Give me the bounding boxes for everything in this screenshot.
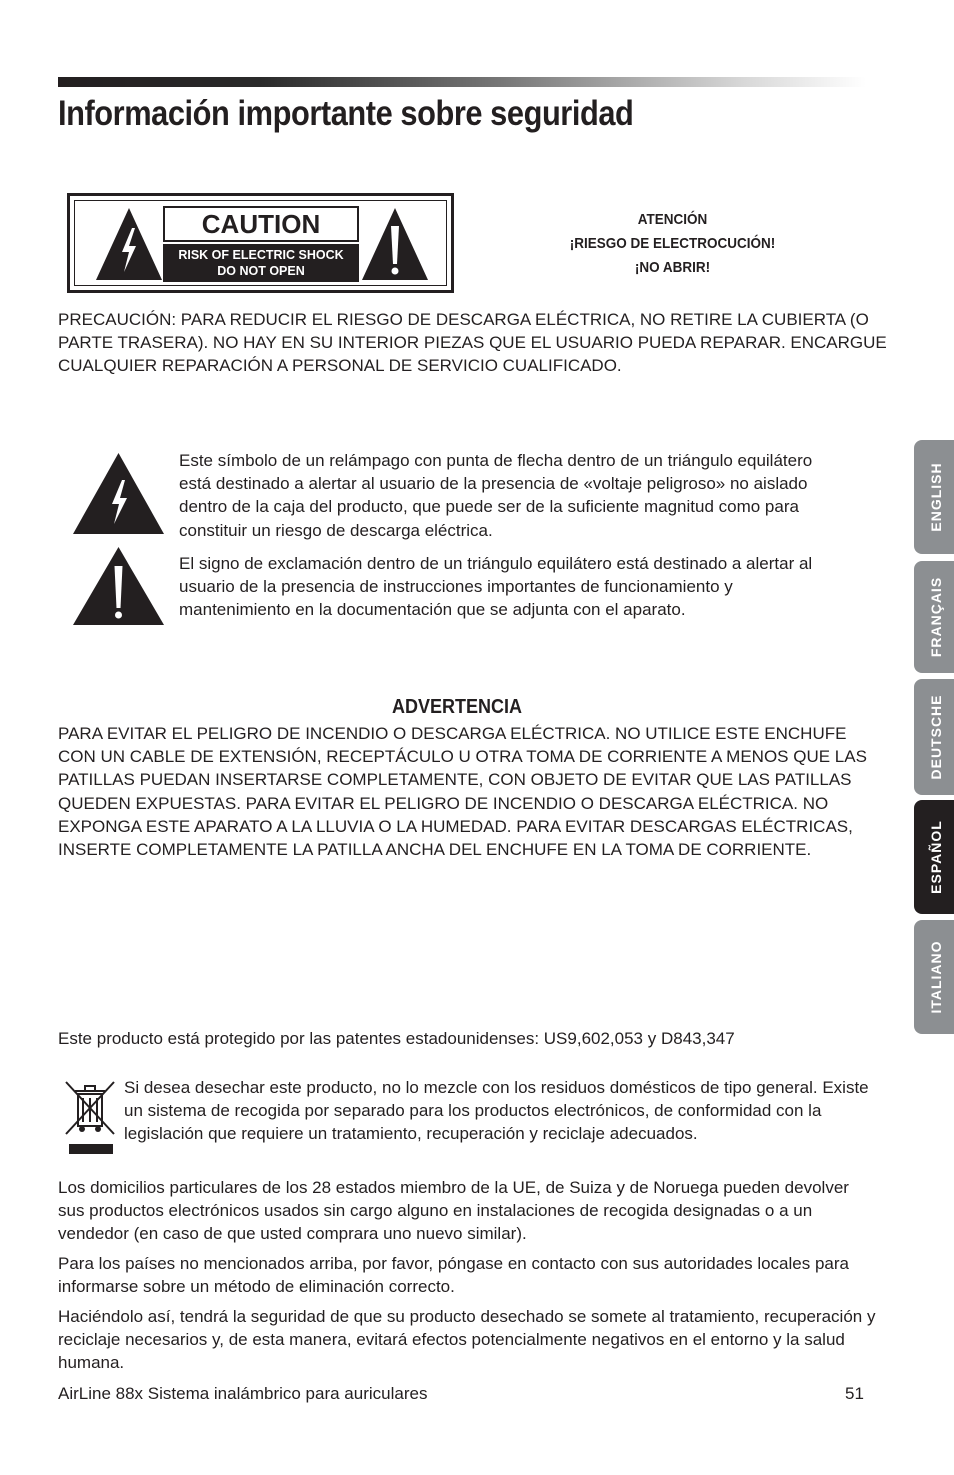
precaucion-text: PRECAUCIÓN: PARA REDUCIR EL RIESGO DE DESCARGA ELÉCTRICA, NO RETIRE LA CUBIERTA (O PARTE TRASERA). NO HAY EN SU INTERIOR PIEZAS QUE EL USUARIO PUEDA REPARAR. ENCARGUE CUALQUIER REPARACIÓN A PERSONAL DE SERVICIO CUALIFICADO. xyxy=(58,310,887,376)
advertencia-heading: ADVERTENCIA xyxy=(392,696,523,718)
page-number: 51 xyxy=(845,1384,864,1403)
exclamation-warning-icon xyxy=(360,206,430,282)
lightning-symbol-description: Este símbolo de un relámpago con punta de flecha dentro de un triángulo equilátero está destinado a alertar al usuario de la presencia de «voltaje peligroso» no aislado dentro de la caja del producto, que puede ser de la suficiente magnitud como para constituir un riesgo de descarga eléctrica. xyxy=(179,451,813,540)
advertencia-text: PARA EVITAR EL PELIGRO DE INCENDIO O DESCARGA ELÉCTRICA. NO UTILICE ESTE ENCHUFE CON UN CABLE DE EXTENSIÓN, RECEPTÁCULO U OTRA TOMA DE CORRIENTE A MENOS QUE LAS PATILLAS PUEDAN INSERTARSE COMPLETAMENTE, CON OBJETO DE EVITAR QUE LAS PATILLAS QUEDEN EXPUESTAS. PARA EVITAR EL PELIGRO DE INCENDIO O DESCARGA ELÉCTRICA. NO EXPONGA ESTE APARATO A LA LLUVIA O LA HUMEDAD. PARA EVITAR DESCARGAS ELÉCTRICAS, INSERTE COMPLETAMENTE LA PATILLA ANCHA DEL ENCHUFE EN LA TOMA DE CORRIENTE. xyxy=(58,724,867,860)
caution-risk-text xyxy=(163,244,359,282)
tab-deutsche-label: DEUTSCHE xyxy=(928,694,944,780)
atencion-block xyxy=(553,208,792,280)
tab-english[interactable] xyxy=(914,440,954,554)
disposal-paragraph-3: Haciéndolo así, tendrá la seguridad de que su producto desechado se somete al tratamiento, recuperación y reciclaje necesarios y, de esta manera, evitará efectos potencialmente negativos en el entorno y la salud humana. xyxy=(58,1307,876,1373)
tab-deutsche[interactable] xyxy=(914,679,954,795)
caution-word: CAUTION xyxy=(163,206,359,242)
tab-italiano-label: ITALIANO xyxy=(928,940,944,1014)
disposal-paragraph-2: Para los países no mencionados arriba, por favor, póngase en contacto con sus autoridades locales para informarse sobre un método de eliminación correcto. xyxy=(58,1254,849,1297)
lightning-warning-icon xyxy=(94,206,164,282)
weee-crossed-bin-icon xyxy=(64,1078,118,1158)
tab-espanol-label: ESPAÑOL xyxy=(928,820,944,894)
atencion-line2: ¡RIESGO DE ELECTROCUCIÓN! xyxy=(569,235,776,252)
caution-risk-line1: RISK OF ELECTRIC SHOCK xyxy=(178,248,344,262)
caution-label-center xyxy=(163,206,359,282)
caution-risk-line2: DO NOT OPEN xyxy=(217,264,305,278)
footer-product-name: AirLine 88x Sistema inalámbrico para auriculares xyxy=(58,1384,428,1403)
page-title: Información importante sobre seguridad xyxy=(58,94,634,133)
patent-notice: Este producto está protegido por las patentes estadounidenses: US9,602,053 y D843,347 xyxy=(58,1029,735,1048)
tab-francais-label: FRANÇAIS xyxy=(928,576,944,658)
tab-francais[interactable] xyxy=(914,561,954,673)
atencion-line3: ¡NO ABRIR! xyxy=(634,259,711,276)
weee-disposal-text: Si desea desechar este producto, no lo mezcle con los residuos domésticos de tipo general. Existe un sistema de recogida por separado para los productos electrónicos, de conformidad con la legislación que requiere un tratamiento, recuperación y reciclaje adecuados. xyxy=(124,1078,869,1144)
tab-english-label: ENGLISH xyxy=(928,462,944,532)
tab-espanol[interactable] xyxy=(914,800,954,914)
exclamation-symbol-description: El signo de exclamación dentro de un triángulo equilátero está destinado a alertar al usuario de la presencia de instrucciones importantes de funcionamiento y mantenimiento en la documentación que se adjunta con el aparato. xyxy=(179,554,813,620)
disposal-paragraph-1: Los domicilios particulares de los 28 estados miembro de la UE, de Suiza y de Noruega pueden devolver sus productos electrónicos usados sin cargo alguno en instalaciones de recogida designadas o a un vendedor (en caso de que usted comprara uno nuevo similar). xyxy=(58,1178,849,1244)
lightning-triangle-icon xyxy=(72,452,165,535)
exclamation-triangle-icon xyxy=(72,546,165,626)
atencion-line1: ATENCIÓN xyxy=(637,211,708,228)
tab-italiano[interactable] xyxy=(914,920,954,1034)
header-rule xyxy=(58,77,866,87)
caution-label xyxy=(67,193,454,293)
